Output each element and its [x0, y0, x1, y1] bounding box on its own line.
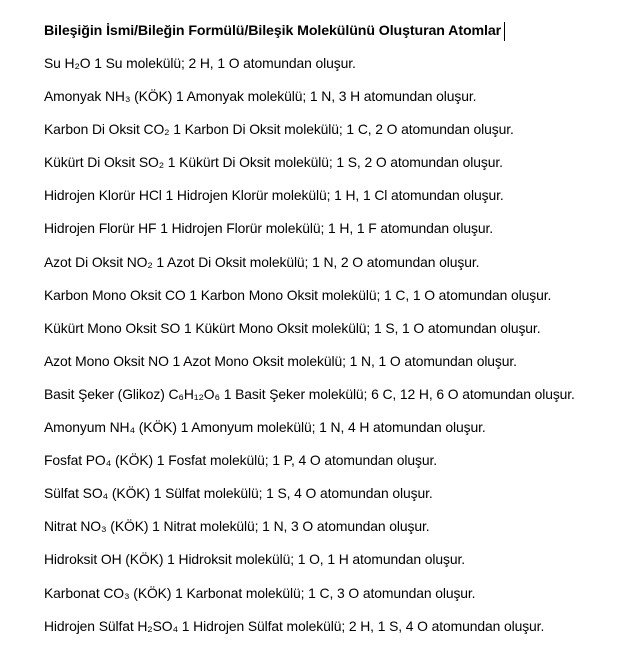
compound-line-sulfur-monoxide[interactable]: Kükürt Mono Oksit SO 1 Kükürt Mono Oksit molekülü; 1 S, 1 O atomundan oluşur.: [44, 319, 541, 336]
compound-list[interactable]: [44, 52, 634, 648]
compound-line-hydroxide[interactable]: Hidroksit OH (KÖK) 1 Hidroksit molekülü; 1 O, 1 H atomundan oluşur.: [44, 551, 465, 568]
compound-line-phosphate[interactable]: Fosfat PO₄ (KÖK) 1 Fosfat molekülü; 1 P, 4 O atomundan oluşur.: [44, 452, 437, 469]
compound-line-sulfur-dioxide[interactable]: Kükürt Di Oksit SO₂ 1 Kükürt Di Oksit molekülü; 1 S, 2 O atomundan oluşur.: [44, 154, 503, 171]
compound-line-glucose[interactable]: Basit Şeker (Glikoz) C₆H₁₂O₆ 1 Basit Şeker molekülü; 6 C, 12 H, 6 O atomundan oluşur.: [44, 385, 575, 402]
document-heading[interactable]: [44, 20, 505, 42]
compound-line-carbon-dioxide[interactable]: Karbon Di Oksit CO₂ 1 Karbon Di Oksit molekülü; 1 C, 2 O atomundan oluşur.: [44, 121, 514, 138]
compound-line-nitrogen-dioxide[interactable]: Azot Di Oksit NO₂ 1 Azot Di Oksit molekülü; 1 N, 2 O atomundan oluşur.: [44, 253, 480, 270]
compound-line-sulfuric-acid[interactable]: Hidrojen Sülfat H₂SO₄ 1 Hidrojen Sülfat molekülü; 2 H, 1 S, 4 O atomundan oluşur.: [44, 617, 545, 634]
compound-line-carbon-monoxide[interactable]: Karbon Mono Oksit CO 1 Karbon Mono Oksit molekülü; 1 C, 1 O atomundan oluşur.: [44, 286, 552, 303]
compound-line-carbonate[interactable]: Karbonat CO₃ (KÖK) 1 Karbonat molekülü; 1 C, 3 O atomundan oluşur.: [44, 584, 476, 601]
compound-line-water[interactable]: Su H₂O 1 Su molekülü; 2 H, 1 O atomundan oluşur.: [44, 55, 356, 71]
compound-line-sulfate[interactable]: Sülfat SO₄ (KÖK) 1 Sülfat molekülü; 1 S, 4 O atomundan oluşur.: [44, 485, 433, 502]
compound-line-hydrogen-fluoride[interactable]: Hidrojen Florür HF 1 Hidrojen Florür molekülü; 1 H, 1 F atomundan oluşur.: [44, 220, 493, 237]
compound-line-ammonia[interactable]: Amonyak NH₃ (KÖK) 1 Amonyak molekülü; 1 N, 3 H atomundan oluşur.: [44, 88, 477, 105]
compound-line-ammonium[interactable]: Amonyum NH₄ (KÖK) 1 Amonyum molekülü; 1 N, 4 H atomundan oluşur.: [44, 419, 486, 436]
heading-text[interactable]: Bileşiğin İsmi/Bileğin Formülü/Bileşik Molekülünü Oluşturan Atomlar: [44, 23, 502, 39]
text-cursor: [504, 22, 505, 41]
compound-line-hydrogen-chloride[interactable]: Hidrojen Klorür HCl 1 Hidrojen Klorür molekülü; 1 H, 1 Cl atomundan oluşur.: [44, 187, 504, 204]
compound-line-nitrogen-monoxide[interactable]: Azot Mono Oksit NO 1 Azot Mono Oksit molekülü; 1 N, 1 O atomundan oluşur.: [44, 352, 517, 369]
compound-line-nitrate[interactable]: Nitrat NO₃ (KÖK) 1 Nitrat molekülü; 1 N, 3 O atomundan oluşur.: [44, 518, 430, 535]
